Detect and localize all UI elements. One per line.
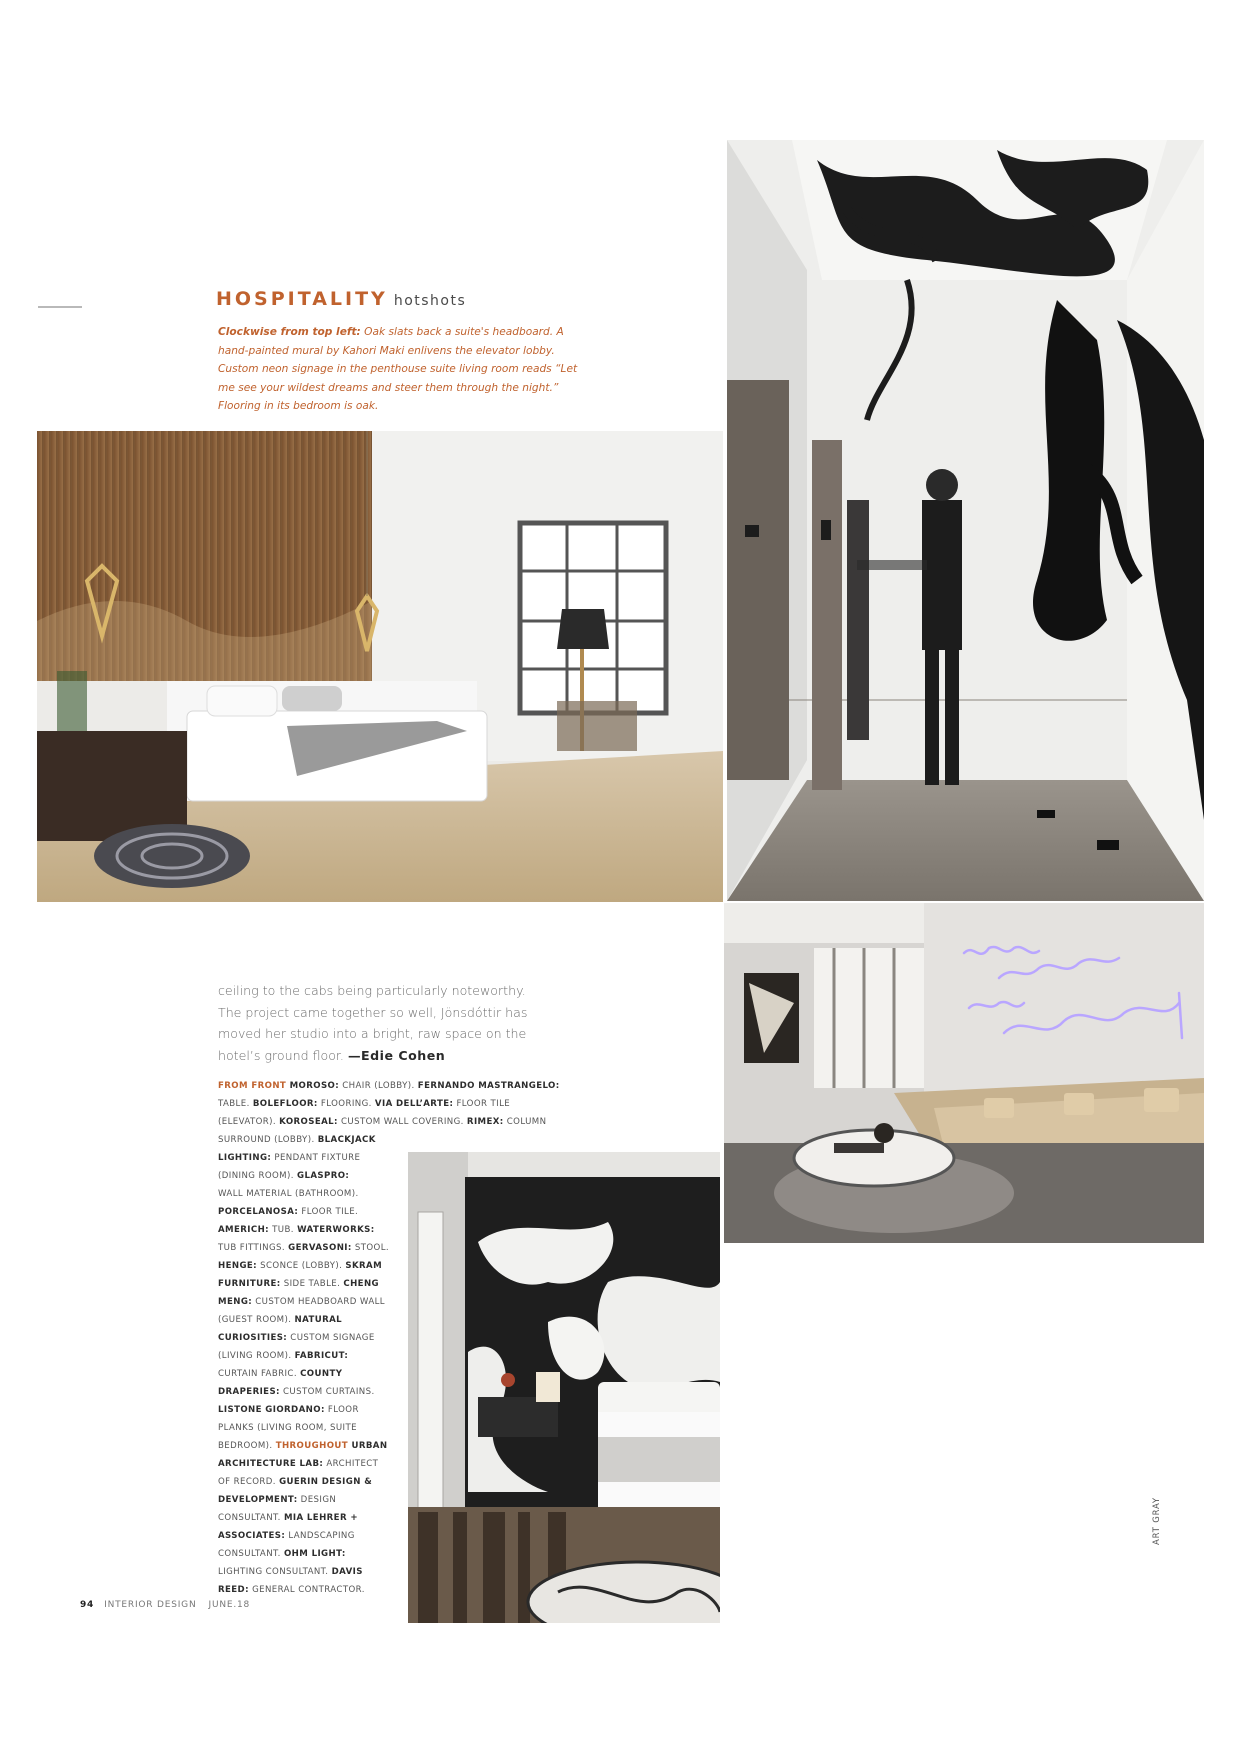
credit-company: CURIOSITIES: [218, 1333, 288, 1343]
credit-detail: (GUEST ROOM). [218, 1315, 295, 1325]
credits-line [218, 1473, 560, 1491]
photo-credit: ART GRAY [1152, 1497, 1162, 1545]
credit-company: KOROSEAL: [279, 1117, 338, 1127]
credits-line [218, 1419, 560, 1437]
section-rule [38, 306, 82, 308]
credit-company: CHENG [343, 1279, 379, 1289]
credits-line [218, 1527, 560, 1545]
credit-detail: BEDROOM). [218, 1441, 276, 1451]
credits-line [218, 1365, 560, 1383]
page-number: 94 [80, 1600, 95, 1610]
credit-section-label: THROUGHOUT [275, 1441, 352, 1451]
credit-detail: DESIGN [297, 1495, 337, 1505]
sources-credits [218, 1077, 560, 1599]
credit-detail: FLOORING. [317, 1099, 375, 1109]
credit-detail: CONSULTANT. [218, 1513, 284, 1523]
credit-company: ARCHITECTURE LAB: [218, 1459, 324, 1469]
credits-line [218, 1347, 560, 1365]
credit-section-label: FROM FRONT [218, 1081, 290, 1091]
credit-detail: TABLE. [218, 1099, 253, 1109]
credits-line [218, 1203, 560, 1221]
credit-company: SKRAM [345, 1261, 383, 1271]
credit-company: AMERICH: [218, 1225, 270, 1235]
credit-detail: (ELEVATOR). [218, 1117, 280, 1127]
credits-line [218, 1581, 560, 1599]
credit-detail: PENDANT FIXTURE [271, 1153, 361, 1163]
credit-detail: COLUMN [503, 1117, 547, 1127]
credit-company: LIGHTING: [218, 1153, 272, 1163]
credit-detail: TUB. [269, 1225, 298, 1235]
page-footer [80, 1600, 250, 1610]
credits-line [218, 1095, 560, 1113]
credits-line [218, 1167, 560, 1185]
credit-company: FERNANDO MASTRANGELO: [417, 1081, 560, 1091]
credits-line [218, 1239, 560, 1257]
credits-line [218, 1437, 560, 1455]
credit-company: OHM LIGHT: [283, 1549, 346, 1559]
credits-line [218, 1455, 560, 1473]
credit-detail: ARCHITECT [323, 1459, 379, 1469]
credit-detail: CURTAIN FABRIC. [218, 1369, 301, 1379]
credit-detail: CUSTOM SIGNAGE [287, 1333, 375, 1343]
credit-company: BOLEFLOOR: [252, 1099, 318, 1109]
credit-detail: WALL MATERIAL (BATHROOM). [218, 1189, 359, 1199]
credit-company: ASSOCIATES: [218, 1531, 286, 1541]
credit-detail: (DINING ROOM). [218, 1171, 298, 1181]
credits-line [218, 1275, 560, 1293]
article-author: —Edie Cohen [347, 1047, 446, 1063]
credits-line [218, 1113, 560, 1131]
credit-detail: LIGHTING CONSULTANT. [218, 1567, 332, 1577]
caption-text: Oak slats back a suite's headboard. A hand-painted mural by Kahori Maki enlivens the elevator lobby. Custom neon signage in the penthouse suite living room reads “Let me see your wildest dreams and steer them through the night.” Flooring in its bedroom is oak. [218, 326, 578, 413]
credit-company: MIA LEHRER + [283, 1513, 358, 1523]
credit-detail: SCONCE (LOBBY). [257, 1261, 346, 1271]
elevator-lobby-photo [727, 140, 1204, 901]
credit-detail: CUSTOM CURTAINS. [279, 1387, 375, 1397]
credit-company: HENGE: [218, 1261, 258, 1271]
photo-caption [218, 323, 578, 416]
credit-company: FABRICUT: [294, 1351, 349, 1361]
credit-company: VIA DELL’ARTE: [374, 1099, 454, 1109]
credit-detail: STOOL. [351, 1243, 390, 1253]
credit-company: FURNITURE: [218, 1279, 281, 1289]
publication-name: INTERIOR DESIGN [104, 1600, 197, 1610]
credits-line [218, 1491, 560, 1509]
credits-line [218, 1077, 560, 1095]
credit-company: RIMEX: [466, 1117, 504, 1127]
credit-company: WATERWORKS: [297, 1225, 375, 1235]
credits-line [218, 1329, 560, 1347]
credits-line [218, 1293, 560, 1311]
credit-detail: FLOOR TILE. [298, 1207, 359, 1217]
section-title-main: HOSPITALITY [216, 288, 388, 310]
credit-detail: FLOOR [324, 1405, 359, 1415]
credit-company: REED: [218, 1585, 249, 1595]
article-body-paragraph: ceiling to the cabs being particularly noteworthy. The project came together so well, Jönsdóttir has moved her studio into a bright, raw space on the hotel’s ground floor. [218, 983, 528, 1063]
caption-lead: Clockwise from top left: [218, 326, 361, 338]
credit-company: DAVIS [331, 1567, 363, 1577]
credit-company: DEVELOPMENT: [218, 1495, 298, 1505]
credit-detail: CHAIR (LOBBY). [339, 1081, 418, 1091]
credit-company: URBAN [351, 1441, 388, 1451]
credits-line [218, 1545, 560, 1563]
issue-date: JUNE.18 [208, 1600, 251, 1610]
penthouse-living-photo [724, 903, 1204, 1243]
credits-line [218, 1149, 560, 1167]
credit-detail: GENERAL CONTRACTOR. [248, 1585, 365, 1595]
credit-detail: SURROUND (LOBBY). [218, 1135, 318, 1145]
credits-line [218, 1257, 560, 1275]
credit-company: PORCELANOSA: [218, 1207, 299, 1217]
credit-company: GLASPRO: [297, 1171, 350, 1181]
article-body-text [218, 980, 548, 1066]
credit-company: GERVASONI: [288, 1243, 352, 1253]
credit-detail: FLOOR TILE [453, 1099, 511, 1109]
credit-detail: CUSTOM WALL COVERING. [337, 1117, 467, 1127]
credit-detail: PLANKS (LIVING ROOM, SUITE [218, 1423, 357, 1433]
credits-line [218, 1563, 560, 1581]
credit-company: COUNTY [300, 1369, 343, 1379]
credit-company: NATURAL [294, 1315, 343, 1325]
credit-detail: OF RECORD. [218, 1477, 280, 1487]
credit-company: DRAPERIES: [218, 1387, 280, 1397]
credit-company: BLACKJACK [317, 1135, 376, 1145]
credits-line [218, 1401, 560, 1419]
credit-company: MENG: [218, 1297, 253, 1307]
suite-bedroom-photo [37, 431, 723, 902]
credit-detail: CUSTOM HEADBOARD WALL [252, 1297, 385, 1307]
credit-company: MOROSO: [289, 1081, 340, 1091]
credits-line [218, 1509, 560, 1527]
credit-company: LISTONE GIORDANO: [218, 1405, 325, 1415]
section-title-sub: hotshots [393, 293, 467, 309]
credit-detail: CONSULTANT. [218, 1549, 284, 1559]
credit-detail: TUB FITTINGS. [218, 1243, 289, 1253]
credits-line [218, 1185, 560, 1203]
credit-detail: (LIVING ROOM). [218, 1351, 295, 1361]
credits-line [218, 1383, 560, 1401]
credit-detail: SIDE TABLE. [280, 1279, 344, 1289]
credit-company: GUERIN DESIGN & [279, 1477, 373, 1487]
section-title [216, 288, 466, 310]
credits-line [218, 1131, 560, 1149]
credits-line [218, 1311, 560, 1329]
credits-line [218, 1221, 560, 1239]
credit-detail: LANDSCAPING [285, 1531, 355, 1541]
